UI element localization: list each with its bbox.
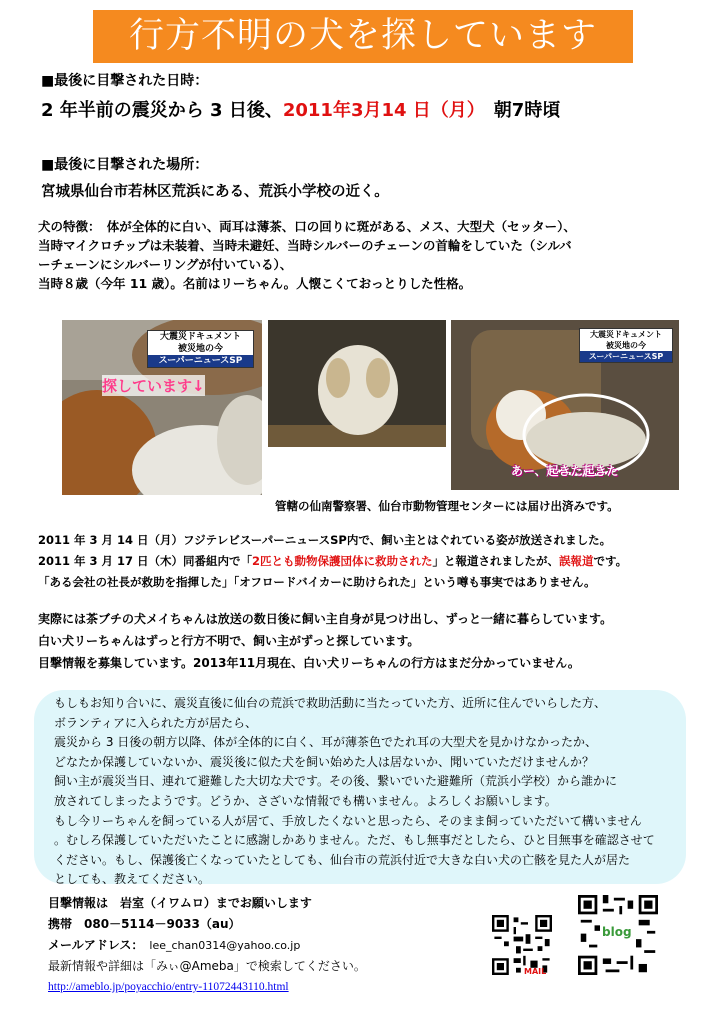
feature-line: 当時８歳（今年 11 歳）。名前はリーちゃん。人懐こくておっとりした性格。 bbox=[38, 276, 472, 291]
photo-tv-search bbox=[62, 320, 262, 495]
feature-line: ーチェーンにシルバーリングが付いている）、 bbox=[38, 257, 293, 272]
status-line: 実際には茶ブチの犬メイちゃんは放送の数日後に飼い主自身が見つけ出し、ずっと一緒に暮らしています。 bbox=[38, 612, 613, 626]
date-heading: ■最後に目撃された日時： bbox=[41, 73, 209, 89]
overlay-wake-text: あー、起きた起きた bbox=[511, 464, 619, 478]
qr-code-blog[interactable] bbox=[578, 895, 658, 975]
tv-logo: 大震災ドキュメント 被災地の今 スーパーニュースSP bbox=[147, 330, 254, 368]
time-value: 朝7時頃 bbox=[493, 100, 561, 121]
qr-mail-label: MAIL bbox=[524, 967, 547, 976]
blog-url-link[interactable]: http://ameblo.jp/poyacchio/entry-11072443110.html bbox=[48, 981, 289, 993]
news-line: 「ある会社の社長が救助を指揮した」「オフロードバイカーに助けられた」という噂も事実ではありません。 bbox=[38, 575, 596, 589]
police-note: 管轄の仙南警察署、仙台市動物管理センターには届け出済みです。 bbox=[275, 499, 619, 513]
overlay-search-text: 探しています↓ bbox=[102, 377, 205, 395]
blog-line: 最新情報や詳細は「みぃ@Ameba」で検索してください。 bbox=[48, 959, 366, 973]
news-line: 2011 年 3 月 17 日（木）同番組内で「2匹とも動物保護団体に救助された」と報道されましたが、誤報道です。 bbox=[38, 554, 628, 568]
place-heading: ■最後に目撃された場所： bbox=[41, 157, 209, 173]
email-line: メールアドレス： lee_chan0314@yahoo.co.jp bbox=[48, 938, 301, 952]
tv-logo: 大震災ドキュメント 被災地の今 スーパーニュースSP bbox=[579, 328, 673, 363]
feature-line: 犬の特徴： 体が全体的に白い、両耳は薄茶、口の回りに斑がある、メス、大型犬（セッター）、 bbox=[38, 219, 576, 234]
appeal-text: もしもお知り合いに、震災直後に仙台の荒浜で救助活動に当たっていた方、近所に住んでいらした方、 ボランティアに入られた方が居たら、 震災から 3 日後の朝方以降、体が全体的に白く、耳が薄茶色でたれ耳の大型犬を見かけなかったか、 どなたか保護していないか、震災後に似た犬を飼い始めた人は居ないか、聞いていただけませんか？ 飼い主が震災当日、連れて避難した大切な犬です。その後、繋いでいた避難所（荒浜小学校）から誰かに 放されてしまったようです。どうか、さざいな情報でも構いません。よろしくお願いします。 もし今リーちゃんを飼っている人が居て、手放したくないと思ったら、そのまま飼っていただいて構いません 。むしろ保護していただいたことに感謝しかありません。ただ、もし無事だとしたら、ひと目無事を確認させて ください。もし、保護後亡くなっていたとしても、仙台市の荒浜付近で大きな白い犬の亡骸を見た人が居た としても、教えてください。 bbox=[54, 696, 655, 887]
appeal-box bbox=[34, 690, 686, 887]
phone-number: 080－5114－9033（au） bbox=[84, 917, 241, 931]
date-line bbox=[41, 96, 560, 122]
photo-white-dog bbox=[268, 320, 446, 447]
qr-code-mail[interactable] bbox=[492, 915, 552, 975]
date-value: 2011年3月14 日（月） bbox=[282, 100, 476, 121]
email-address[interactable]: lee_chan0314@yahoo.co.jp bbox=[149, 939, 301, 952]
dog-features bbox=[38, 217, 698, 293]
qr-blog-label: blog bbox=[602, 925, 632, 939]
page-title: 行方不明の犬を探しています bbox=[93, 10, 633, 63]
phone-line: 携帯 080－5114－9033（au） bbox=[48, 917, 241, 931]
status-line: 目撃情報を募集しています。2013年11月現在、白い犬リーちゃんの行方はまだ分かっていません。 bbox=[38, 656, 580, 670]
date-prefix: 2 年半前の震災から 3 日後、 bbox=[41, 100, 283, 121]
status-line: 白い犬リーちゃんはずっと行方不明で、飼い主がずっと探しています。 bbox=[38, 634, 420, 648]
contact-intro: 目撃情報は 岩室（イワムロ）までお願いします bbox=[48, 896, 312, 910]
place-value: 宮城県仙台市若林区荒浜にある、荒浜小学校の近く。 bbox=[41, 184, 389, 200]
status-section bbox=[38, 608, 708, 674]
photo-tv-wake bbox=[451, 320, 679, 490]
photo-dog-image bbox=[268, 320, 446, 447]
news-section bbox=[38, 530, 708, 593]
news-line: 2011 年 3 月 14 日（月）フジテレビスーパーニュースSP内で、飼い主とはぐれている姿が放送されました。 bbox=[38, 533, 612, 547]
contact-section bbox=[48, 893, 488, 998]
qr-code-mail-icon bbox=[492, 915, 552, 975]
feature-line: 当時マイクロチップは未装着、当時未避妊、当時シルバーのチェーンの首輪をしていた（シルバ bbox=[38, 238, 572, 253]
